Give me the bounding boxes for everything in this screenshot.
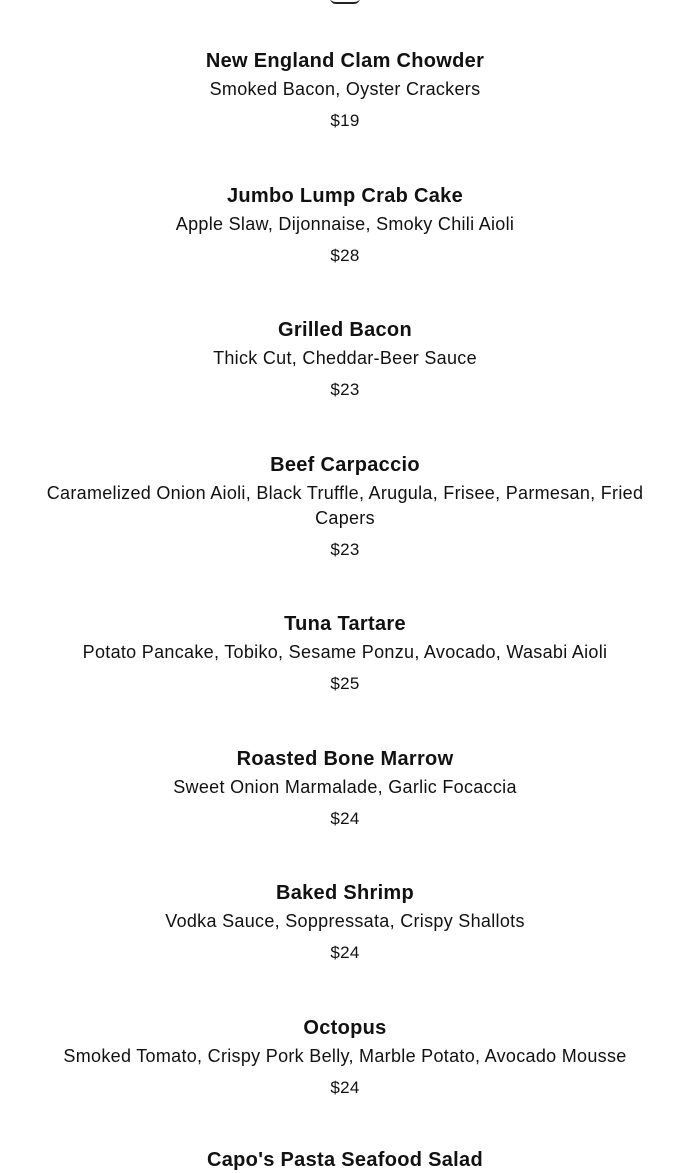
item-price: $28 [330, 246, 360, 265]
item-description: Smoked Tomato, Crispy Pork Belly, Marble Potato, Avocado Mousse [63, 1046, 627, 1066]
item-name: New England Clam Chowder [205, 50, 485, 72]
item-description: Apple Slaw, Dijonnaise, Smoky Chili Aioli [175, 214, 515, 234]
item-description: Thick Cut, Cheddar-Beer Sauce [213, 348, 477, 368]
item-price: $24 [330, 943, 360, 962]
item-description: Potato Pancake, Tobiko, Sesame Ponzu, Avocado, Wasabi Aioli [82, 642, 608, 662]
item-description: Smoked Bacon, Oyster Crackers [209, 79, 481, 99]
item-description: Caramelized Onion Aioli, Black Truffle, Arugula, Frisee, Parmesan, Fried Capers [46, 483, 644, 528]
menu-item [20, 746, 670, 830]
item-price: $25 [330, 674, 360, 693]
item-price: $24 [330, 1078, 360, 1097]
menu-item [20, 611, 670, 695]
item-name: Jumbo Lump Crab Cake [226, 185, 464, 207]
item-name: Grilled Bacon [278, 319, 412, 341]
item-description: Sweet Onion Marmalade, Garlic Focaccia [173, 777, 517, 797]
item-description: Vodka Sauce, Soppressata, Crispy Shallots [165, 911, 525, 931]
menu-item [20, 183, 670, 267]
item-name: Octopus [303, 1017, 387, 1039]
item-price: $23 [330, 540, 360, 559]
item-name: Beef Carpaccio [270, 454, 420, 476]
item-name: Baked Shrimp [275, 882, 415, 904]
decorative-divider [330, 0, 360, 4]
menu-item [20, 1147, 670, 1173]
item-name: Tuna Tartare [284, 613, 406, 635]
item-price: $24 [330, 809, 360, 828]
menu-item [20, 48, 670, 132]
item-price: $19 [330, 111, 360, 130]
item-name: Capo's Pasta Seafood Salad [207, 1149, 483, 1171]
menu-item [20, 452, 670, 561]
item-price: $23 [330, 380, 360, 399]
menu-item [20, 880, 670, 964]
menu-item [20, 317, 670, 401]
menu-item [20, 1015, 670, 1099]
item-name: Roasted Bone Marrow [236, 748, 454, 770]
